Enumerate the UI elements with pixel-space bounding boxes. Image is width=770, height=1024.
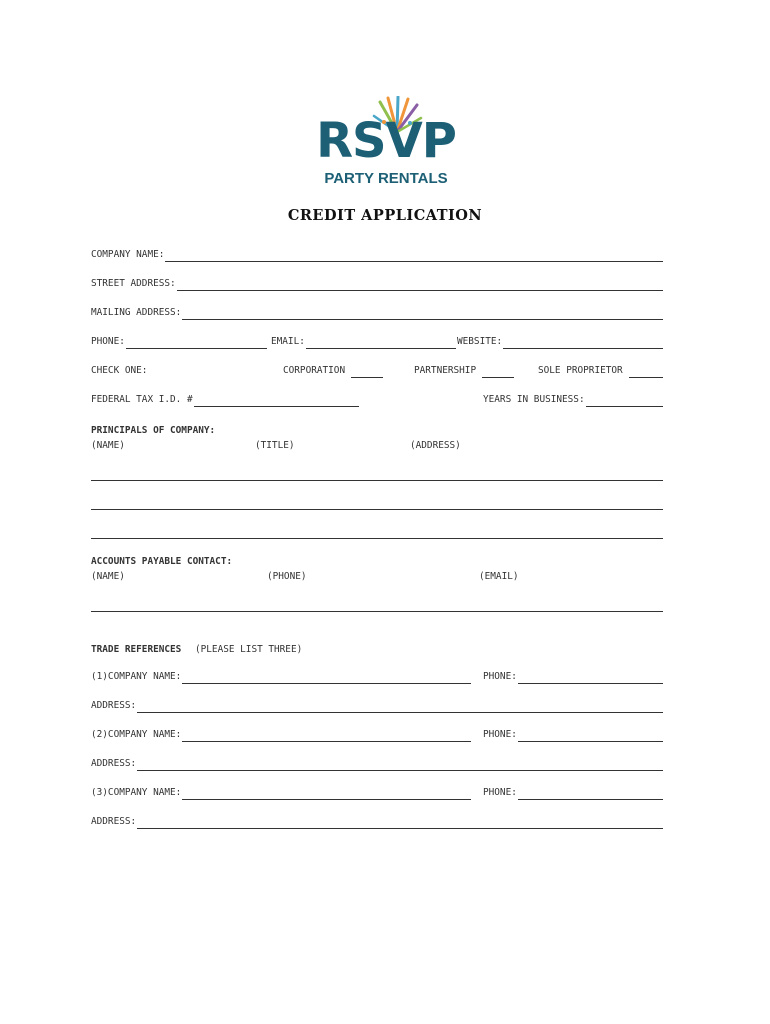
trade-ref-3-company-row bbox=[91, 788, 663, 802]
corporation-checkbox[interactable] bbox=[351, 368, 383, 378]
logo-subtitle: PARTY RENTALS bbox=[324, 170, 448, 187]
trade-ref-1-company-label: (1)COMPANY NAME: bbox=[91, 672, 182, 682]
principals-col-title: (TITLE) bbox=[255, 440, 295, 451]
principals-heading bbox=[91, 424, 663, 438]
principal-entry-line-2[interactable] bbox=[91, 509, 663, 510]
email-field[interactable] bbox=[306, 339, 456, 349]
trade-ref-3-company-label: (3)COMPANY NAME: bbox=[91, 788, 182, 798]
phone-label: PHONE: bbox=[91, 337, 125, 347]
years-in-business-label: YEARS IN BUSINESS: bbox=[483, 395, 585, 405]
trade-ref-2-phone-field[interactable] bbox=[518, 732, 663, 742]
ap-col-email: (EMAIL) bbox=[479, 571, 519, 582]
trade-ref-3-phone-field[interactable] bbox=[518, 790, 663, 800]
principals-col-address: (ADDRESS) bbox=[410, 440, 461, 451]
trade-references-heading-text: TRADE REFERENCES bbox=[91, 644, 182, 655]
check-one-label: CHECK ONE: bbox=[91, 366, 148, 376]
company-name-field[interactable] bbox=[165, 252, 663, 262]
ap-col-name: (NAME) bbox=[91, 571, 125, 582]
website-field[interactable] bbox=[503, 339, 663, 349]
street-address-label: STREET ADDRESS: bbox=[91, 279, 176, 289]
trade-ref-3-address-row bbox=[91, 817, 663, 831]
website-label: WEBSITE: bbox=[457, 337, 503, 347]
trade-ref-2-phone-label: PHONE: bbox=[483, 730, 517, 740]
trade-references-note: (PLEASE LIST THREE) bbox=[195, 644, 303, 655]
trade-ref-2-company-row bbox=[91, 730, 663, 744]
sole-proprietor-checkbox[interactable] bbox=[629, 368, 663, 378]
accounts-payable-columns bbox=[91, 570, 663, 584]
street-address-field[interactable] bbox=[177, 281, 663, 291]
rsvp-logo bbox=[312, 96, 460, 192]
company-name-row bbox=[91, 250, 663, 264]
trade-ref-1-address-row bbox=[91, 701, 663, 715]
email-label: EMAIL: bbox=[271, 337, 305, 347]
trade-ref-3-phone-label: PHONE: bbox=[483, 788, 517, 798]
principal-entry-line-1[interactable] bbox=[91, 480, 663, 481]
accounts-payable-heading bbox=[91, 555, 663, 569]
mailing-address-field[interactable] bbox=[182, 310, 663, 320]
street-address-row bbox=[91, 279, 663, 293]
accounts-payable-heading-text: ACCOUNTS PAYABLE CONTACT: bbox=[91, 556, 233, 567]
trade-ref-1-company-row bbox=[91, 672, 663, 686]
trade-ref-3-address-label: ADDRESS: bbox=[91, 817, 137, 827]
company-name-label: COMPANY NAME: bbox=[91, 250, 165, 260]
trade-references-heading bbox=[91, 643, 663, 657]
contact-row bbox=[91, 337, 663, 351]
mailing-address-row bbox=[91, 308, 663, 322]
sole-proprietor-label: SOLE PROPRIETOR bbox=[538, 366, 623, 376]
trade-ref-1-address-label: ADDRESS: bbox=[91, 701, 137, 711]
trade-ref-1-company-field[interactable] bbox=[182, 674, 471, 684]
principals-columns bbox=[91, 439, 663, 453]
trade-ref-2-address-field[interactable] bbox=[137, 761, 663, 771]
trade-ref-1-address-field[interactable] bbox=[137, 703, 663, 713]
logo-brand-text: RSVP bbox=[316, 113, 456, 169]
federal-tax-id-label: FEDERAL TAX I.D. # bbox=[91, 395, 193, 405]
page-title: CREDIT APPLICATION bbox=[287, 207, 483, 224]
partnership-label: PARTNERSHIP bbox=[414, 366, 477, 376]
business-type-row bbox=[91, 366, 663, 380]
trade-ref-3-address-field[interactable] bbox=[137, 819, 663, 829]
federal-tax-id-field[interactable] bbox=[194, 397, 359, 407]
principals-col-name: (NAME) bbox=[91, 440, 125, 451]
trade-ref-1-phone-field[interactable] bbox=[518, 674, 663, 684]
corporation-label: CORPORATION bbox=[283, 366, 346, 376]
trade-ref-2-address-row bbox=[91, 759, 663, 773]
principals-heading-text: PRINCIPALS OF COMPANY: bbox=[91, 425, 216, 436]
trade-ref-2-company-label: (2)COMPANY NAME: bbox=[91, 730, 182, 740]
trade-ref-2-company-field[interactable] bbox=[182, 732, 471, 742]
trade-ref-1-phone-label: PHONE: bbox=[483, 672, 517, 682]
ap-col-phone: (PHONE) bbox=[267, 571, 307, 582]
tax-years-row bbox=[91, 395, 663, 409]
trade-ref-3-company-field[interactable] bbox=[182, 790, 471, 800]
mailing-address-label: MAILING ADDRESS: bbox=[91, 308, 182, 318]
phone-field[interactable] bbox=[126, 339, 267, 349]
principal-entry-line-3[interactable] bbox=[91, 538, 663, 539]
trade-ref-2-address-label: ADDRESS: bbox=[91, 759, 137, 769]
partnership-checkbox[interactable] bbox=[482, 368, 514, 378]
accounts-payable-entry-line[interactable] bbox=[91, 611, 663, 612]
years-in-business-field[interactable] bbox=[586, 397, 663, 407]
